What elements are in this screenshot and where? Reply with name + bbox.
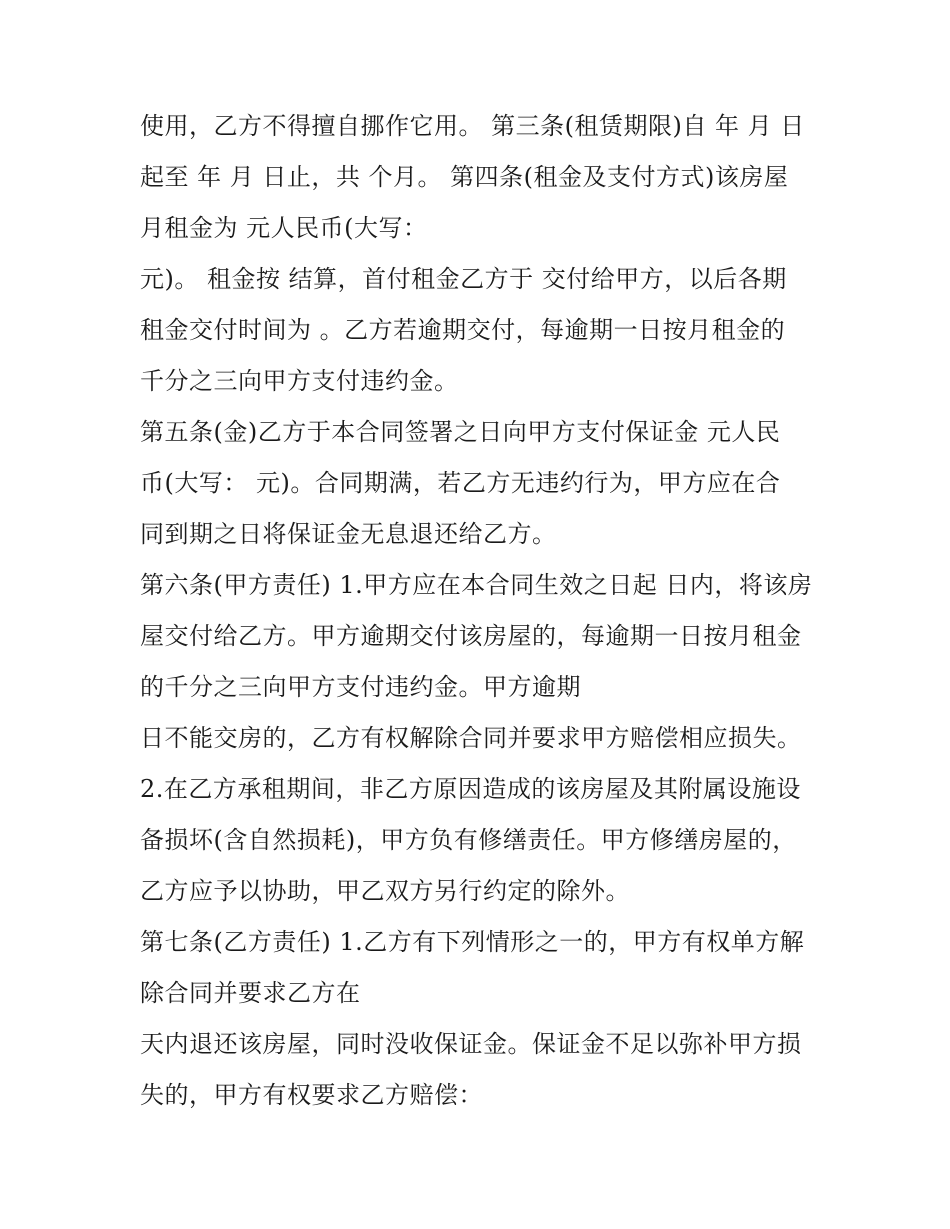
- text-line: 租金交付时间为 。乙方若逾期交付，每逾期一日按月租金的: [140, 316, 786, 344]
- text-line: 除合同并要求乙方在: [140, 979, 361, 1007]
- text-line: 备损坏(含自然损耗)，甲方负有修缮责任。甲方修缮房屋的，: [140, 826, 797, 854]
- text-line: 失的，甲方有权要求乙方赔偿：: [140, 1081, 483, 1109]
- text-line: 第五条(金)乙方于本合同签署之日向甲方支付保证金 元人民: [140, 418, 781, 446]
- text-line: 日不能交房的，乙方有权解除合同并要求甲方赔偿相应损失。: [140, 724, 802, 752]
- text-line: 起至 年 月 日止，共 个月。 第四条(租金及支付方式)该房屋: [140, 163, 789, 191]
- text-line: 天内退还该房屋，同时没收保证金。保证金不足以弥补甲方损: [140, 1030, 802, 1058]
- text-line: 使用，乙方不得擅自挪作它用。 第三条(租赁期限)自 年 月 日: [140, 112, 805, 140]
- text-line: 同到期之日将保证金无息退还给乙方。: [140, 520, 557, 548]
- text-line: 乙方应予以协助，甲乙双方另行约定的除外。: [140, 877, 630, 905]
- text-line: 的千分之三向甲方支付违约金。甲方逾期: [140, 673, 581, 701]
- text-line: 币(大写： 元)。合同期满，若乙方无违约行为，甲方应在合: [140, 469, 781, 497]
- text-line: 屋交付给乙方。甲方逾期交付该房屋的，每逾期一日按月租金: [140, 622, 802, 650]
- document-body: [140, 101, 830, 1121]
- text-line: 第六条(甲方责任) 1.甲方应在本合同生效之日起 日内，将该房: [140, 571, 813, 599]
- text-line: 月租金为 元人民币(大写：: [140, 214, 428, 242]
- text-line: 元)。 租金按 结算，首付租金乙方于 交付给甲方，以后各期: [140, 265, 787, 293]
- text-line: 千分之三向甲方支付违约金。: [140, 367, 459, 395]
- text-line: 2.在乙方承租期间，非乙方原因造成的该房屋及其附属设施设: [140, 775, 801, 803]
- text-line: 第七条(乙方责任) 1.乙方有下列情形之一的，甲方有权单方解: [140, 928, 805, 956]
